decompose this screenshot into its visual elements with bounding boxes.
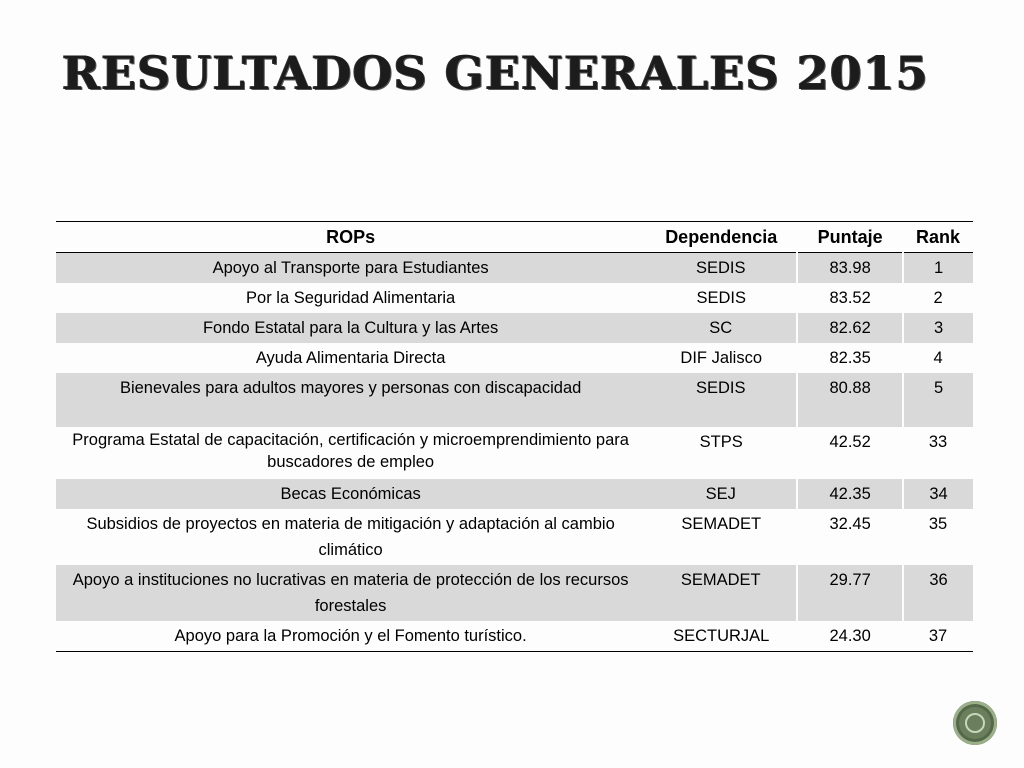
- puntaje-cell: 29.77: [797, 565, 903, 621]
- page-title: RESULTADOS GENERALES 2015: [62, 46, 929, 100]
- rop-cell: Apoyo a instituciones no lucrativas en materia de protección de los recursos forestales: [72, 571, 629, 615]
- rop-cell: Programa Estatal de capacitación, certificación y microemprendimiento para buscadores de empleo: [72, 431, 629, 471]
- rank-cell: 1: [903, 253, 973, 284]
- table-row: [56, 509, 973, 565]
- table-header-row: [56, 222, 973, 253]
- table-row: [56, 253, 973, 284]
- table-row: [56, 565, 973, 621]
- dependencia-cell: SEJ: [705, 485, 736, 503]
- rop-cell: Bienevales para adultos mayores y personas con discapacidad: [119, 379, 582, 397]
- dependencia-cell: SEDIS: [696, 289, 746, 307]
- rop-cell: Apoyo para la Promoción y el Fomento turístico.: [174, 627, 527, 645]
- puntaje-cell: 82.62: [797, 313, 903, 343]
- header-rops: ROPs: [326, 226, 376, 247]
- puntaje-cell: 24.30: [829, 627, 871, 645]
- logo-ring-icon: [965, 713, 985, 733]
- dependencia-cell: STPS: [699, 433, 743, 451]
- puntaje-cell: 82.35: [829, 349, 871, 367]
- table-row: [56, 283, 973, 313]
- dependencia-cell: SC: [709, 319, 733, 337]
- puntaje-cell: 83.52: [829, 289, 871, 307]
- table-row: [56, 343, 973, 373]
- rop-cell: Apoyo al Transporte para Estudiantes: [212, 259, 489, 277]
- rop-cell: Ayuda Alimentaria Directa: [255, 349, 446, 367]
- rop-cell: Subsidios de proyectos en materia de mitigación y adaptación al cambio climático: [86, 515, 615, 559]
- header-puntaje: Puntaje: [817, 226, 883, 247]
- table-row: [56, 313, 973, 343]
- rank-cell: 2: [933, 289, 943, 307]
- table-row: [56, 373, 973, 427]
- header-rank: Rank: [916, 226, 961, 247]
- results-table: [56, 221, 973, 652]
- puntaje-cell: 80.88: [797, 373, 903, 427]
- rank-cell: 34: [903, 479, 973, 509]
- header-dependencia: Dependencia: [665, 226, 778, 247]
- rop-cell: Por la Seguridad Alimentaria: [246, 289, 456, 307]
- puntaje-cell: 32.45: [829, 515, 871, 533]
- table-row: [56, 427, 973, 479]
- puntaje-cell: 83.98: [797, 253, 903, 284]
- puntaje-cell: 42.52: [829, 433, 871, 451]
- rank-cell: 33: [928, 433, 948, 451]
- dependencia-cell: SEDIS: [695, 259, 746, 277]
- table-row: [56, 479, 973, 509]
- rank-cell: 36: [903, 565, 973, 621]
- rank-cell: 4: [933, 349, 943, 367]
- dependencia-cell: SEMADET: [681, 515, 762, 533]
- rank-cell: 5: [903, 373, 973, 427]
- puntaje-cell: 42.35: [797, 479, 903, 509]
- slide-logo-icon: [953, 701, 997, 745]
- dependencia-cell: DIF Jalisco: [680, 349, 763, 367]
- dependencia-cell: SEMADET: [680, 571, 761, 589]
- table-row: [56, 621, 973, 652]
- rank-cell: 37: [928, 627, 948, 645]
- rank-cell: 35: [928, 515, 948, 533]
- dependencia-cell: SEDIS: [695, 379, 746, 397]
- rank-cell: 3: [903, 313, 973, 343]
- rop-cell: Becas Económicas: [280, 485, 421, 503]
- dependencia-cell: SECTURJAL: [673, 627, 770, 645]
- rop-cell: Fondo Estatal para la Cultura y las Artes: [202, 319, 499, 337]
